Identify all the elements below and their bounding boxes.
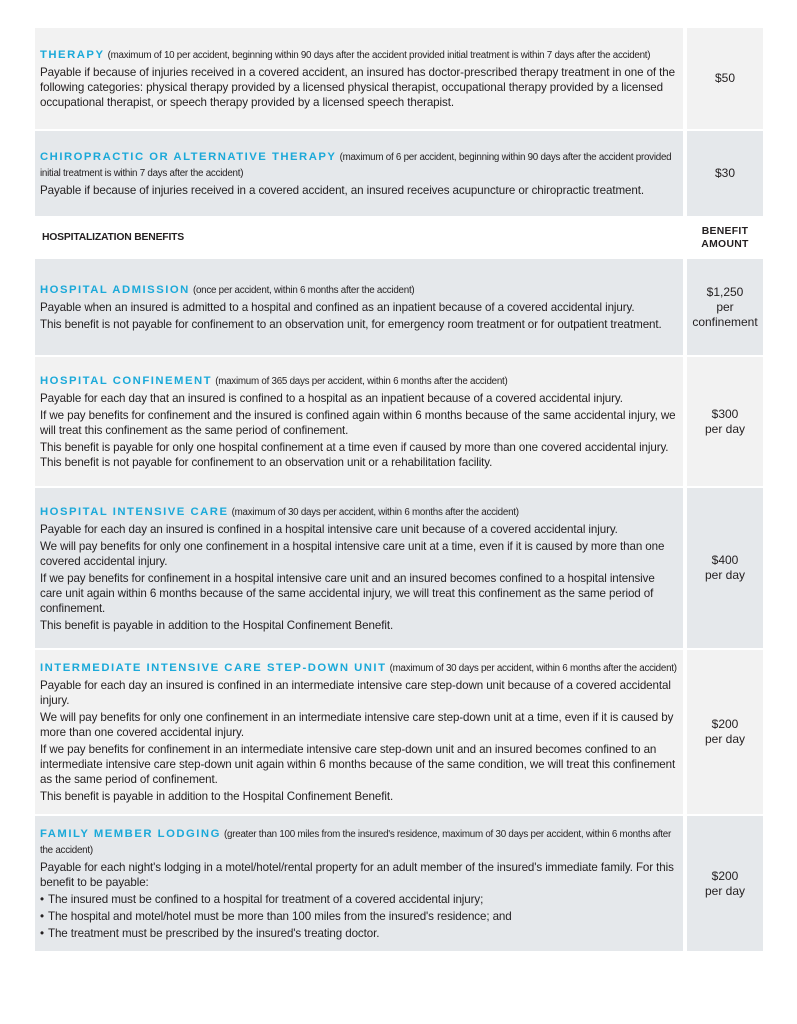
benefit-paragraph: Payable for each night's lodging in a motel/hotel/rental property for an adult member of the insured's immediate family. For this benefit to be payable: <box>40 861 674 889</box>
benefits-table <box>35 28 763 951</box>
benefit-paragraph: Payable for each day an insured is confined in an intermediate intensive care step-down unit because of a covered accidental injury. <box>40 679 671 707</box>
amount-unit: per day <box>704 568 746 582</box>
amount-value: $50 <box>714 71 736 85</box>
amount-header-line1: BENEFIT <box>701 225 749 237</box>
benefit-heading: INTERMEDIATE INTENSIVE CARE STEP-DOWN UNIT <box>40 662 387 674</box>
amount-value: $30 <box>714 166 736 180</box>
benefit-amount <box>687 259 763 355</box>
benefit-description <box>35 816 683 951</box>
benefit-heading: HOSPITAL INTENSIVE CARE <box>40 505 229 518</box>
benefit-heading: HOSPITAL CONFINEMENT <box>40 375 213 387</box>
benefit-description <box>35 488 683 648</box>
benefit-description <box>35 357 683 486</box>
amount-value: $300 <box>711 406 739 421</box>
benefit-paragraph: If we pay benefits for confinement and the insured is confined again within 6 months because of the same accidental injury, we will treat this confinement as the same period of confinement. <box>40 409 676 437</box>
benefit-paragraph: This benefit is payable for only one hospital confinement at a time even if caused by more than one covered accidental injury. This benefit is not payable for confinement to an observation unit or a rehabilitation facility. <box>40 441 669 469</box>
benefit-row-hospital-admission <box>35 259 763 355</box>
benefit-row-hospital-intensive-care <box>35 488 763 648</box>
benefit-heading: FAMILY MEMBER LODGING <box>40 828 221 840</box>
benefit-bullet: • The insured must be confined to a hospital for treatment of a covered accidental injury; <box>40 892 678 907</box>
benefit-bullet: • The hospital and motel/hotel must be more than 100 miles from the insured's residence; and <box>40 909 678 924</box>
benefit-paragraph: We will pay benefits for only one confinement in an intermediate intensive care step-down unit at a time, even if it is caused by more than one covered accidental injury. <box>40 711 674 739</box>
benefit-row-hospital-confinement <box>35 357 763 486</box>
benefit-qualifier: (maximum of 6 per accident, beginning within 90 days after the accident provided initial treatment is within 7 days after the accident) <box>40 152 672 179</box>
benefit-qualifier: (maximum of 30 days per accident, within 6 months after the accident) <box>389 663 677 674</box>
benefit-row-family-member-lodging <box>35 816 763 951</box>
benefit-amount <box>687 131 763 216</box>
benefit-heading: THERAPY <box>40 49 105 61</box>
benefit-heading: CHIROPRACTIC OR ALTERNATIVE THERAPY <box>40 151 337 163</box>
benefit-paragraph: This benefit is not payable for confinement to an observation unit, for emergency room treatment or for outpatient treatment. <box>40 318 662 331</box>
amount-value: $200 <box>711 868 739 883</box>
benefit-row-therapy <box>35 28 763 129</box>
benefit-paragraph: Payable when an insured is admitted to a hospital and confined as an inpatient because of a covered accidental injury. <box>40 301 635 314</box>
amount-unit: per day <box>704 883 746 898</box>
benefit-paragraph: This benefit is payable in addition to the Hospital Confinement Benefit. <box>40 618 394 632</box>
benefit-paragraph: If we pay benefits for confinement in a hospital intensive care unit and an insured becomes confined to a hospital intensive care unit again within 6 months because of the same accidental injury, we will treat this confinement as the same period of confinement. <box>40 571 655 615</box>
benefit-amount <box>687 816 763 951</box>
benefit-paragraph: If we pay benefits for confinement in an intermediate intensive care step-down unit and an insured becomes confined to an intermediate intensive care step-down unit again within 6 months because of the same condition, we will treat this confinement as the same period of confinement. <box>40 743 676 786</box>
section-title: HOSPITALIZATION BENEFITS <box>42 232 185 243</box>
benefit-paragraph: Payable if because of injuries received in a covered accident, an insured receives acupuncture or chiropractic treatment. <box>40 184 644 197</box>
amount-unit: per <box>716 299 734 314</box>
benefit-description <box>35 259 683 355</box>
benefit-description <box>35 131 683 216</box>
benefit-amount <box>687 488 763 648</box>
benefit-paragraph: This benefit is payable in addition to the Hospital Confinement Benefit. <box>40 790 394 803</box>
benefit-amount <box>687 357 763 486</box>
amount-header-line2: AMOUNT <box>701 238 749 250</box>
benefit-qualifier: (maximum of 10 per accident, beginning within 90 days after the accident provided initial treatment is within 7 days after the accident) <box>107 50 651 61</box>
benefit-qualifier: (maximum of 365 days per accident, within 6 months after the accident) <box>215 376 508 387</box>
amount-value: $1,250 <box>706 284 744 299</box>
amount-value: $400 <box>711 553 739 567</box>
benefit-heading: HOSPITAL ADMISSION <box>40 284 190 296</box>
benefit-amount <box>687 650 763 814</box>
benefit-qualifier: (greater than 100 miles from the insured's residence, maximum of 30 days per accident, within 6 months after the accident) <box>40 829 671 856</box>
benefit-bullet: • The treatment must be prescribed by the insured's treating doctor. <box>40 926 678 941</box>
amount-value: $200 <box>711 717 739 731</box>
amount-unit: confinement <box>692 314 758 329</box>
amount-column-header <box>687 216 763 259</box>
benefit-paragraph: We will pay benefits for only one confinement in a hospital intensive care unit at a time, even if it is caused by more than one covered accidental injury. <box>40 539 665 568</box>
benefit-paragraph: Payable if because of injuries received in a covered accident, an insured has doctor-prescribed therapy treatment in one of the following categories: physical therapy provided by a licensed physical therapist, occupational therapy provided by a licensed occupational therapist, or speech therapy provided by a licensed speech therapist. <box>40 66 675 109</box>
benefit-description <box>35 650 683 814</box>
benefit-row-intermediate-icu <box>35 650 763 814</box>
benefit-qualifier: (maximum of 30 days per accident, within 6 months after the accident) <box>231 506 519 518</box>
section-header-hospitalization <box>35 216 763 259</box>
benefit-row-chiropractic <box>35 131 763 216</box>
benefit-amount <box>687 28 763 129</box>
benefit-paragraph: Payable for each day an insured is confined in a hospital intensive care unit because of a covered accidental injury. <box>40 522 618 536</box>
benefit-paragraph: Payable for each day that an insured is confined to a hospital as an inpatient because of a covered accidental injury. <box>40 392 623 405</box>
amount-unit: per day <box>704 421 746 436</box>
amount-unit: per day <box>704 732 746 746</box>
benefit-qualifier: (once per accident, within 6 months after the accident) <box>192 285 415 296</box>
benefit-description <box>35 28 683 129</box>
